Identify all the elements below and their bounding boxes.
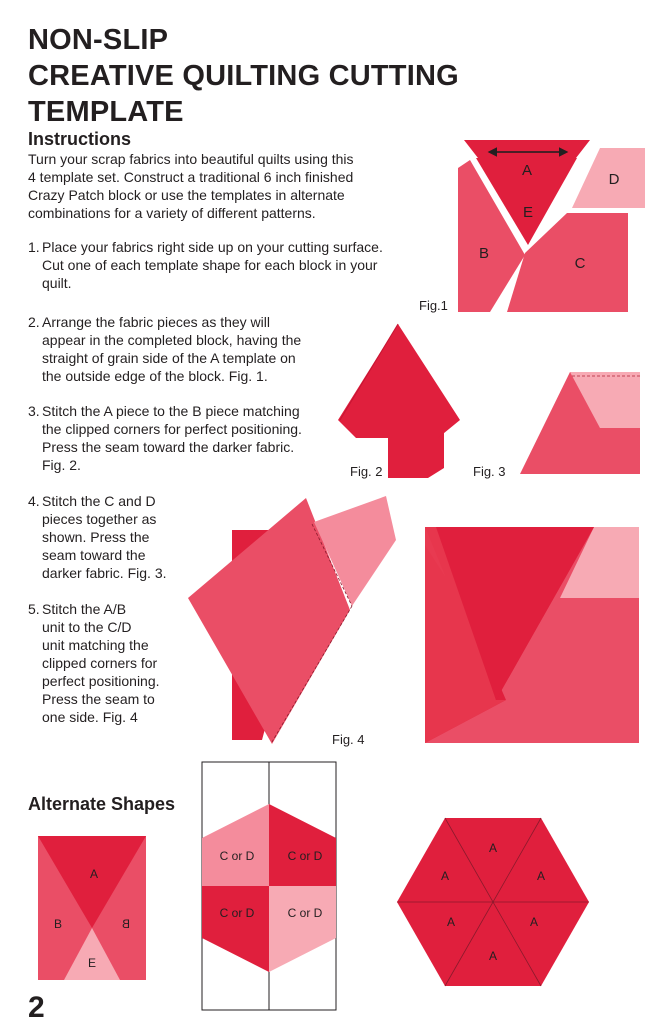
step-line: darker fabric. Fig. 3. [42,565,167,581]
intro-line: Turn your scrap fabrics into beautiful quilts using this [28,151,354,167]
title-line-1: NON-SLIP [28,24,169,56]
title-line-2: CREATIVE QUILTING CUTTING [28,60,459,92]
step-number: 3. [28,403,40,419]
step-line: the outside edge of the block. Fig. 1. [42,368,268,384]
alt-shape-hexagon [397,818,589,986]
step-number: 1. [28,239,40,255]
step-number: 2. [28,314,40,330]
fig1-label-b: B [478,245,490,262]
alt2-label: C or D [287,849,323,863]
intro-line: combinations for a variety of different patterns. [28,205,316,221]
step-line: appear in the completed block, having the [42,332,302,348]
figure-4-assembly [188,496,396,747]
step-line: perfect positioning. [42,673,160,689]
intro-line: 4 template set. Construct a traditional 6 inch finished [28,169,354,185]
step-line: Place your fabrics right side up on your cutting surface. [42,239,383,255]
figure-2 [338,324,460,479]
piece-a-shape [338,324,460,438]
step-line: Arrange the fabric pieces as they will [42,314,270,330]
alt2-label: C or D [219,849,255,863]
step-line: Stitch the A/B [42,601,127,617]
fig1-label-a: A [521,162,533,179]
alt1-label-a: A [89,867,99,881]
hex-label-a: A [529,915,539,929]
alt1-label-b: B [53,917,63,931]
step-line: unit to the C/D [42,619,132,635]
alternate-shapes-heading: Alternate Shapes [28,794,176,814]
step-line: unit matching the [42,637,149,653]
alt2-label: C or D [219,906,255,920]
alt1-label-e: E [87,956,97,970]
title-line-3: TEMPLATE [28,96,184,128]
figure-1 [419,140,645,313]
step-line: shown. Press the [42,529,150,545]
fig1-label-d: D [608,171,620,188]
page-number: 2 [28,991,45,1024]
step-line: Press the seam to [42,691,155,707]
step-line: seam toward the [42,547,146,563]
fig1-label-c: C [574,255,586,272]
hex-label-a: A [440,869,450,883]
fig2-caption: Fig. 2 [350,464,383,479]
hex-label-a: A [488,949,498,963]
step-line: Stitch the C and D [42,493,156,509]
instructions-heading: Instructions [28,129,132,149]
step-number: 5. [28,601,40,617]
alt1-label-b-mirrored: B [121,917,131,931]
hex-label-a: A [446,915,456,929]
piece-a-shape [464,140,590,158]
hex-label-a: A [488,841,498,855]
step-line: Cut one of each template shape for each block in your [42,257,378,273]
step-line: clipped corners for [42,655,158,671]
fig4-caption: Fig. 4 [332,732,365,747]
alt2-label: C or D [287,906,323,920]
step-line: straight of grain side of the A template on [42,350,296,366]
step-line: Stitch the A piece to the B piece matching [42,403,300,419]
hex-label-a: A [536,869,546,883]
step-line: one side. Fig. 4 [42,709,138,725]
step-number: 4. [28,493,40,509]
step-line: the clipped corners for perfect positioning. [42,421,302,437]
step-line: quilt. [42,275,72,291]
figure-3 [473,372,640,479]
fig1-caption: Fig.1 [419,298,448,313]
alt-shape-column [202,762,336,1010]
step-line: pieces together as [42,511,157,527]
alt-shape-rectangle [38,836,146,980]
intro-line: Crazy Patch block or use the templates in alternate [28,187,345,203]
step-line: Fig. 2. [42,457,81,473]
fig1-label-e: E [522,204,534,221]
figure-4-block [425,527,639,743]
step-line: Press the seam toward the darker fabric. [42,439,295,455]
fig3-caption: Fig. 3 [473,464,506,479]
